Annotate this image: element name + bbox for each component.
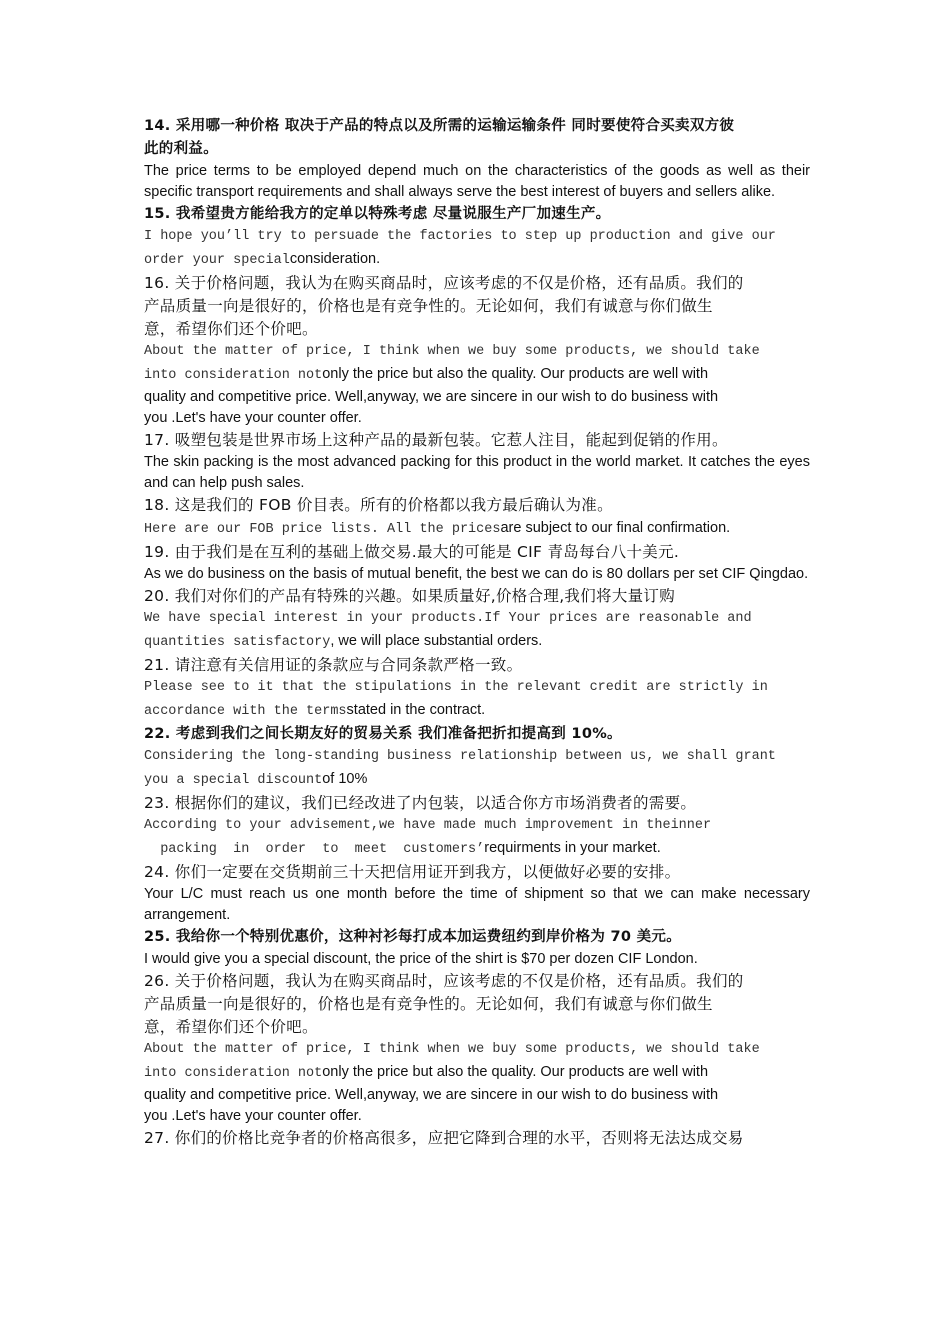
item-19-zh-line-1: 19. 由于我们是在互利的基础上做交易.最大的可能是 CIF 青岛每台八十美元.: [144, 543, 680, 561]
item-23-en-line-2: [144, 837, 810, 861]
item-23-en-tail: requirments in your market.: [484, 840, 661, 856]
item-18: [144, 494, 810, 541]
item-16-en-mono-part: into consideration not: [144, 368, 323, 383]
item-16-en-tail: only the price but also the quality. Our products are well with: [322, 366, 709, 382]
item-23: [144, 792, 810, 861]
item-22-en-mono-part: you a special discount: [144, 773, 323, 788]
item-20-en-line-1: We have special interest in your products.If Your prices are reasonable and: [144, 611, 752, 626]
item-16-zh-line-1: 16. 关于价格问题，我认为在购买商品时，应该考虑的不仅是价格，还有品质。我们的: [144, 274, 744, 292]
item-25-zh-line-1: 25. 我给你一个特别优惠价，这种衬衫每打成本加运费纽约到岸价格为 70 美元。: [144, 929, 682, 945]
item-20-en-tail: , we will place substantial orders.: [330, 633, 543, 649]
item-14-zh-line-2: 此的利益。: [144, 141, 218, 157]
item-21: [144, 654, 810, 723]
item-22-en-line-1: Considering the long-standing business relationship between us, we shall grant: [144, 749, 776, 764]
item-26-en-line-3: quality and competitive price. Well,anyway, we are sincere in our wish to do business with: [144, 1087, 719, 1103]
item-25-en-text: I would give you a special discount, the price of the shirt is $70 per dozen CIF London.: [144, 951, 698, 967]
item-18-en-mono-part: Here are our FOB price lists. All the prices: [144, 522, 501, 537]
item-26-en-line-1: About the matter of price, I think when we buy some products, we should take: [144, 1042, 760, 1057]
item-15-en-line-1: I hope you’ll try to persuade the factories to step up production and give our: [144, 229, 776, 244]
item-20-zh-line-1: 20. 我们对你们的产品有特殊的兴趣。如果质量好,价格合理,我们将大量订购: [144, 587, 676, 605]
item-24-zh-line-1: 24. 你们一定要在交货期前三十天把信用证开到我方，以便做好必要的安排。: [144, 863, 681, 881]
item-25: [144, 926, 810, 970]
item-19-en-text: As we do business on the basis of mutual benefit, the best we can do is 80 dollars per set CIF Qingdao.: [144, 566, 809, 582]
item-19: [144, 541, 810, 585]
item-17: [144, 429, 810, 494]
item-24-en-text: Your L/C must reach us one month before the time of shipment so that we can make necessary arrangement.: [144, 886, 810, 923]
item-15: [144, 203, 810, 272]
item-23-zh-line-1: 23. 根据你们的建议，我们已经改进了内包装，以适合你方市场消费者的需要。: [144, 794, 697, 812]
document-page: [144, 115, 810, 1150]
item-16-en-line-3: quality and competitive price. Well,anyway, we are sincere in our wish to do business with: [144, 389, 719, 405]
item-16-en-line-1: About the matter of price, I think when we buy some products, we should take: [144, 344, 760, 359]
item-22-en-tail: of 10%: [322, 771, 368, 787]
item-26-zh-line-1: 26. 关于价格问题，我认为在购买商品时，应该考虑的不仅是价格，还有品质。我们的: [144, 972, 744, 990]
item-22-zh-line-1: 22. 考虑到我们之间长期友好的贸易关系 我们准备把折扣提高到 10%。: [144, 726, 622, 742]
item-27: [144, 1127, 810, 1150]
item-16: [144, 272, 810, 429]
item-21-en-line-2: [144, 699, 810, 723]
item-21-zh-line-1: 21. 请注意有关信用证的条款应与合同条款严格一致。: [144, 656, 523, 674]
item-20-en-mono-part: quantities satisfactory: [144, 635, 331, 650]
item-15-zh-line-1: 15. 我希望贵方能给我方的定单以特殊考虑 尽量说服生产厂加速生产。: [144, 206, 611, 222]
item-26-zh-line-3: 意，希望你们还个价吧。: [144, 1018, 318, 1036]
item-14: [144, 115, 810, 203]
item-14-zh-line-1: 14. 采用哪一种价格 取决于产品的特点以及所需的运输运输条件 同时要使符合买卖双方彼: [144, 118, 735, 134]
item-23-en-mono-part: packing in order to meet customers’: [144, 842, 485, 857]
item-26-en-line-4: you .Let's have your counter offer.: [144, 1108, 362, 1124]
item-16-zh-line-2: 产品质量一向是很好的，价格也是有竞争性的。无论如何，我们有诚意与你们做生: [144, 297, 713, 315]
item-20: [144, 585, 810, 654]
item-15-en-mono-part: order your special: [144, 253, 290, 268]
item-17-en-text: The skin packing is the most advanced packing for this product in the world market. It catches the eyes and can help push sales.: [144, 454, 810, 491]
item-22: [144, 723, 810, 792]
item-26-en-tail: only the price but also the quality. Our products are well with: [322, 1064, 709, 1080]
item-26-zh-line-2: 产品质量一向是很好的，价格也是有竞争性的。无论如何，我们有诚意与你们做生: [144, 995, 713, 1013]
item-17-zh-line-1: 17. 吸塑包装是世界市场上这种产品的最新包装。它惹人注目，能起到促销的作用。: [144, 431, 728, 449]
item-18-zh-line-1: 18. 这是我们的 FOB 价目表。所有的价格都以我方最后确认为准。: [144, 496, 613, 514]
item-15-en-line-2: [144, 248, 810, 272]
item-15-en-tail: consideration.: [289, 251, 381, 267]
item-22-en-line-2: [144, 768, 810, 792]
item-21-en-tail: stated in the contract.: [346, 702, 486, 718]
item-26-en-mono-part: into consideration not: [144, 1066, 323, 1081]
item-21-en-line-1: Please see to it that the stipulations in the relevant credit are strictly in: [144, 680, 768, 695]
item-20-en-line-2: [144, 630, 810, 654]
item-16-en-line-2: [144, 363, 810, 387]
item-14-en-text: The price terms to be employed depend much on the characteristics of the goods as well as their specific transport requirements and shall always serve the best interest of buyers and sellers alike.: [144, 163, 810, 200]
item-26-en-line-2: [144, 1061, 810, 1085]
item-18-en-line-1: [144, 517, 810, 541]
item-24: [144, 861, 810, 926]
item-26: [144, 970, 810, 1127]
item-21-en-mono-part: accordance with the terms: [144, 704, 347, 719]
item-16-zh-line-3: 意，希望你们还个价吧。: [144, 320, 318, 338]
item-23-en-line-1: According to your advisement,we have made much improvement in theinner: [144, 818, 712, 833]
item-27-zh-line-1: 27. 你们的价格比竞争者的价格高很多，应把它降到合理的水平，否则将无法达成交易: [144, 1129, 744, 1147]
item-16-en-line-4: you .Let's have your counter offer.: [144, 410, 362, 426]
item-18-en-tail: are subject to our final confirmation.: [500, 520, 731, 536]
